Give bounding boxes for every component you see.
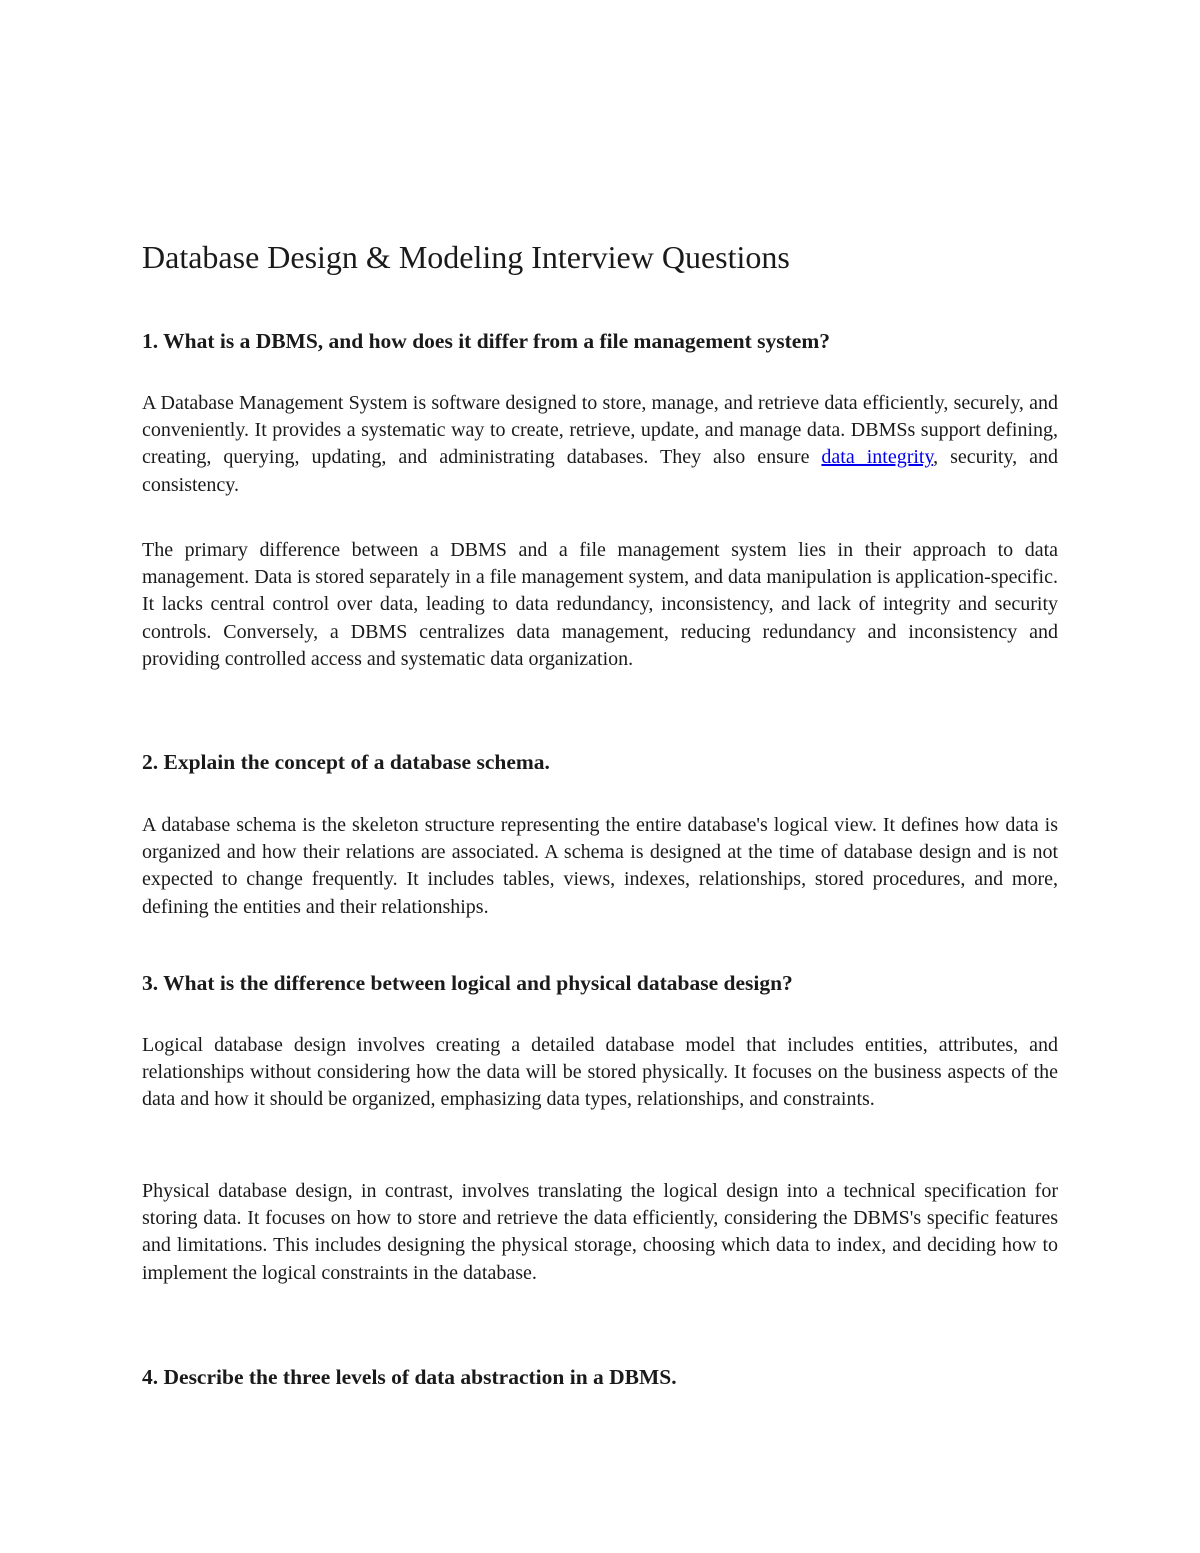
question-1-answer-paragraph-2: The primary difference between a DBMS and a file management system lies in their approach to data management. Data is stored separately in a file management system, and data manipulation is application-specific. It lacks central control over data, leading to data redundancy, inconsistency, and lack of integrity and security controls. Conversely, a DBMS centralizes data management, reducing redundancy and inconsistency and providing controlled access and systematic data organization.: [142, 539, 1058, 670]
question-1-heading: 1. What is a DBMS, and how does it differ from a file management system?: [142, 329, 830, 353]
paragraph-text: , security, and consistency.: [142, 446, 1059, 496]
paragraph-text: A Database Management System is software designed to store, manage, and retrieve data efficiently, securely, and conveniently. It provides a systematic way to create, retrieve, update, and manage data. DBMSs support defining, creating, querying, updating, and administrating databases. They also ensure: [142, 392, 1058, 469]
question-2-answer-paragraph-1: A database schema is the skeleton structure representing the entire database's logical view. It defines how data is organized and how their relations are associated. A schema is designed at the time of database design and is not expected to change frequently. It includes tables, views, indexes, relationships, stored procedures, and more, defining the entities and their relationships.: [142, 814, 1058, 918]
document-title: Database Design & Modeling Interview Questions: [142, 239, 790, 275]
question-1-answer-paragraph-1: [142, 390, 1058, 499]
data-integrity-link[interactable]: data integrity: [821, 446, 934, 469]
question-4-heading: 4. Describe the three levels of data abstraction in a DBMS.: [142, 1365, 677, 1389]
question-3-answer-paragraph-2: Physical database design, in contrast, involves translating the logical design into a technical specification for storing data. It focuses on how to store and retrieve the data efficiently, considering the DBMS's specific features and limitations. This includes designing the physical storage, choosing which data to index, and deciding how to implement the logical constraints in the database.: [142, 1180, 1058, 1284]
question-2-heading: 2. Explain the concept of a database schema.: [142, 750, 550, 774]
question-3-answer-paragraph-1: Logical database design involves creating a detailed database model that includes entities, attributes, and relationships without considering how the data will be stored physically. It focuses on the business aspects of the data and how it should be organized, emphasizing data types, relationships, and constraints.: [142, 1034, 1058, 1111]
question-3-heading: 3. What is the difference between logical and physical database design?: [142, 971, 793, 995]
